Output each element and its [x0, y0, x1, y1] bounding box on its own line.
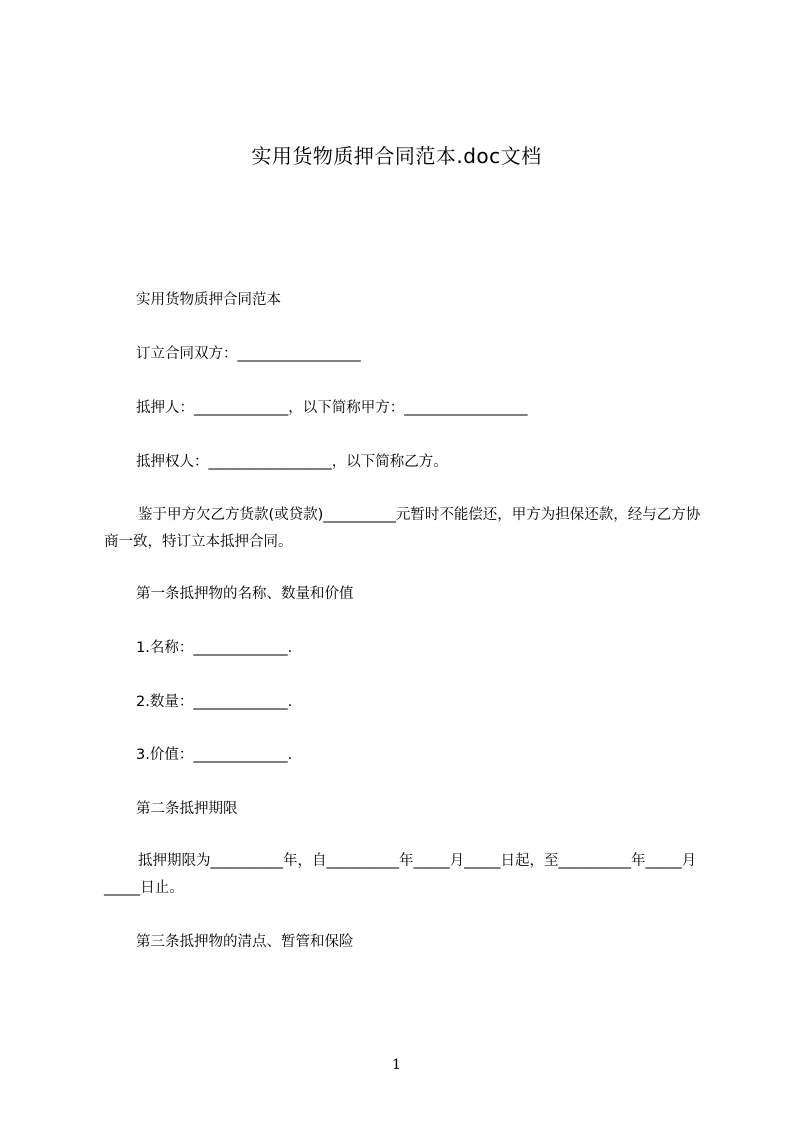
term-paragraph: 抵押期限为__________年，自__________年_____月_____日起，至__________年_____月_____日止。 — [104, 853, 697, 896]
parties-line: 订立合同双方：_________________ — [136, 346, 361, 362]
recital-paragraph: 鉴于甲方欠乙方货款(或贷款)__________元暂时不能偿还，甲方为担保还款，经与乙方协商一致，特订立本抵押合同。 — [104, 507, 701, 550]
item-quantity-line: 2.数量：_____________. — [136, 694, 293, 710]
mortgagee-line: 抵押权人：_________________，以下简称乙方。 — [136, 454, 448, 470]
article-1-heading: 第一条抵押物的名称、数量和价值 — [136, 586, 354, 602]
item-value-line: 3.价值：_____________. — [136, 747, 293, 763]
item-name-line: 1.名称：_____________. — [136, 640, 293, 656]
contract-heading: 实用货物质押合同范本 — [136, 292, 281, 308]
article-2-heading: 第二条抵押期限 — [136, 801, 238, 817]
mortgagor-line: 抵押人：_____________，以下简称甲方：_________________ — [136, 400, 528, 416]
page-number: 1 — [392, 1057, 401, 1073]
article-3-heading: 第三条抵押物的清点、暂管和保险 — [136, 934, 354, 950]
document-title: 实用货物质押合同范本.doc文档 — [251, 144, 542, 168]
